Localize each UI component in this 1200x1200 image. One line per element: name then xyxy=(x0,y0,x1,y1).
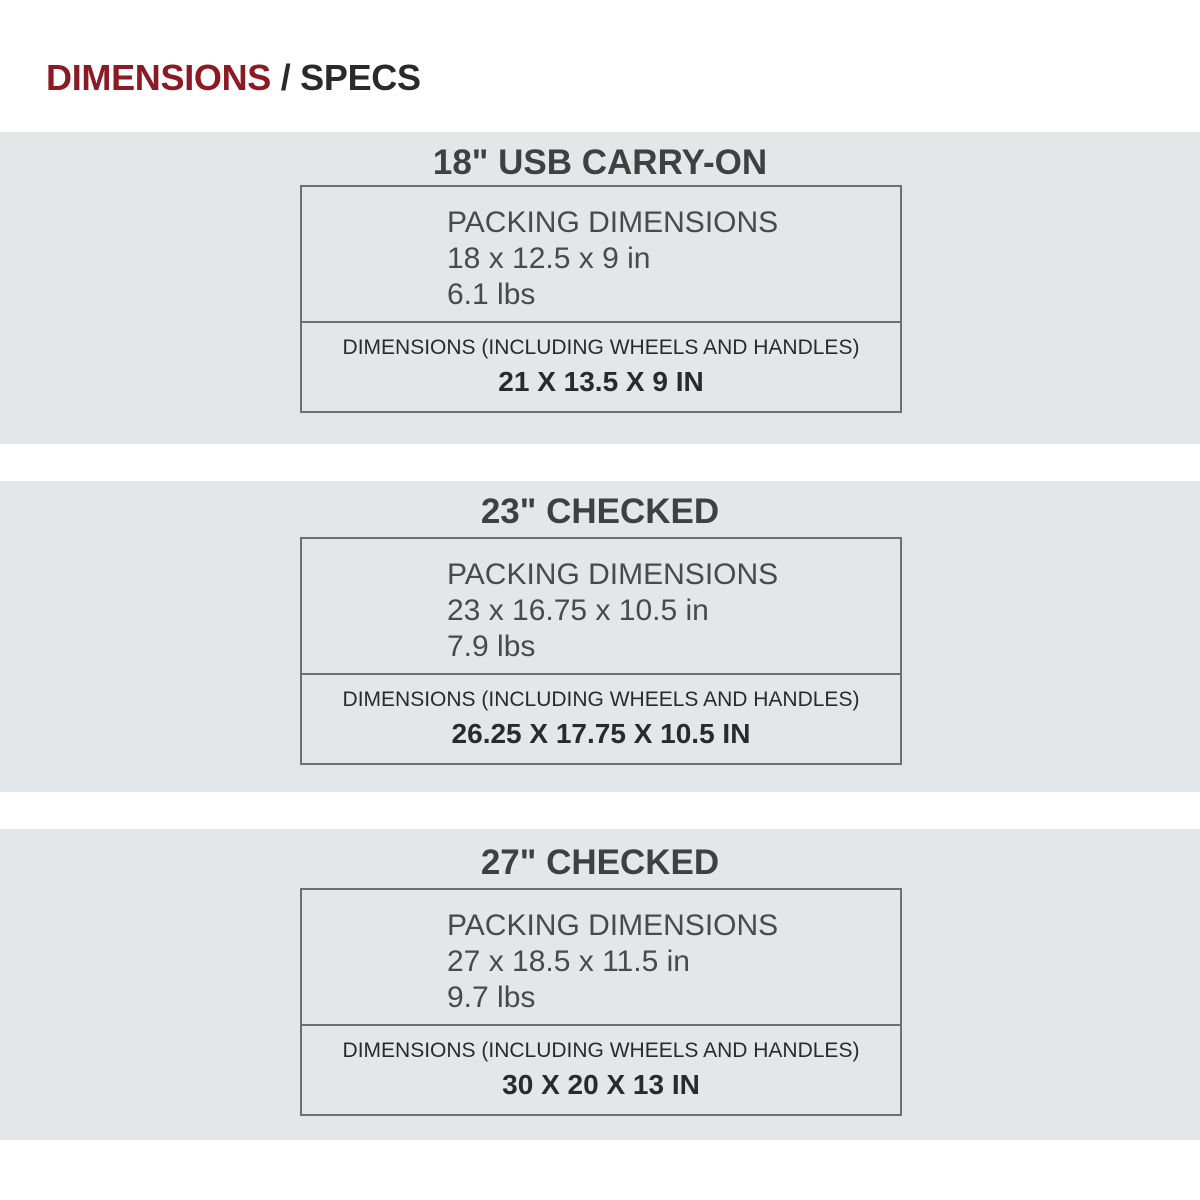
packing-label: PACKING DIMENSIONS xyxy=(447,558,779,591)
spec-table xyxy=(300,888,902,1116)
full-dimensions-value: 30 X 20 X 13 IN xyxy=(502,1069,700,1100)
product-title: 18" USB CARRY-ON xyxy=(432,143,768,182)
packing-cell xyxy=(302,890,900,1026)
full-dimensions-label: DIMENSIONS (INCLUDING WHEELS AND HANDLES) xyxy=(342,688,860,711)
full-dimensions-label: DIMENSIONS (INCLUDING WHEELS AND HANDLES) xyxy=(342,1039,860,1062)
spec-table xyxy=(300,185,902,413)
packing-size: 18 x 12.5 x 9 in xyxy=(447,242,651,275)
full-dimensions-value: 26.25 X 17.75 X 10.5 IN xyxy=(451,718,751,749)
page-title-accent: DIMENSIONS xyxy=(46,57,272,98)
packing-size: 23 x 16.75 x 10.5 in xyxy=(447,594,709,627)
packing-label: PACKING DIMENSIONS xyxy=(447,206,779,239)
page-title-rest: SPECS xyxy=(300,57,421,98)
packing-size: 27 x 18.5 x 11.5 in xyxy=(447,945,690,978)
full-dimensions-cell xyxy=(302,675,900,763)
product-title: 27" CHECKED xyxy=(480,843,720,882)
full-dimensions-cell xyxy=(302,1026,900,1114)
weight: 7.9 lbs xyxy=(447,630,536,663)
page-title xyxy=(46,52,421,104)
product-title: 23" CHECKED xyxy=(480,492,720,531)
full-dimensions-label: DIMENSIONS (INCLUDING WHEELS AND HANDLES) xyxy=(342,336,860,359)
full-dimensions-cell xyxy=(302,323,900,411)
spec-table xyxy=(300,537,902,765)
full-dimensions-value: 21 X 13.5 X 9 IN xyxy=(498,366,704,397)
packing-cell xyxy=(302,539,900,675)
weight: 6.1 lbs xyxy=(447,278,536,311)
packing-label: PACKING DIMENSIONS xyxy=(447,909,779,942)
page-title-separator: / xyxy=(271,57,301,98)
packing-cell xyxy=(302,187,900,323)
weight: 9.7 lbs xyxy=(447,981,536,1014)
